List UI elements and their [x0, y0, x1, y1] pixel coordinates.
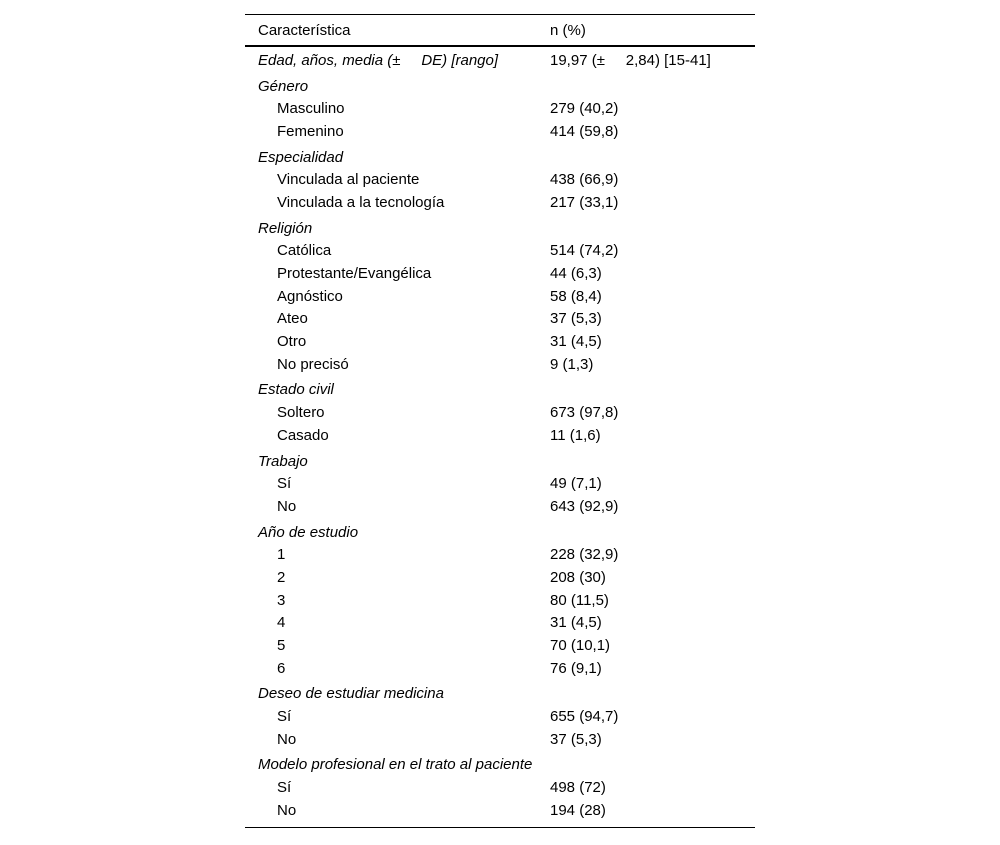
table-row	[245, 612, 755, 635]
table-row	[245, 589, 755, 612]
row-label: Modelo profesional en el trato al paciente	[258, 756, 533, 774]
row-label: Sí	[277, 708, 292, 726]
row-value: 279 (40,2)	[550, 100, 619, 118]
table-body	[245, 47, 755, 827]
table-row	[245, 495, 755, 518]
row-value: 9 (1,3)	[550, 355, 594, 373]
row-label: Agnóstico	[277, 287, 343, 305]
table-row	[245, 776, 755, 799]
row-value: 217 (33,1)	[550, 193, 619, 211]
table-row	[245, 754, 755, 777]
row-label: Vinculada a la tecnología	[277, 193, 445, 211]
row-label: 4	[277, 614, 286, 632]
table-row	[245, 521, 755, 544]
row-value: 228 (32,9)	[550, 546, 619, 564]
row-label: Protestante/Evangélica	[277, 265, 432, 283]
row-value: 37 (5,3)	[550, 310, 602, 328]
row-value: 49 (7,1)	[550, 475, 602, 493]
table-header-row	[245, 15, 755, 47]
row-label: Femenino	[277, 122, 344, 140]
row-value: 31 (4,5)	[550, 333, 602, 351]
row-label: Vinculada al paciente	[277, 171, 420, 189]
row-value: 194 (28)	[550, 801, 606, 819]
row-value: 414 (59,8)	[550, 122, 619, 140]
row-label: 6	[277, 659, 286, 677]
table-row	[245, 401, 755, 424]
table-row	[245, 97, 755, 120]
row-value: 19,97 (± 2,84) [15-41]	[550, 51, 711, 69]
table-row	[245, 566, 755, 589]
row-label: Edad, años, media (± DE) [rango]	[258, 51, 499, 69]
table-row	[245, 683, 755, 706]
table-row	[245, 75, 755, 98]
row-label: Otro	[277, 333, 307, 351]
table-row	[245, 191, 755, 214]
row-label: No	[277, 730, 297, 748]
row-label: 5	[277, 637, 286, 655]
table-row	[245, 657, 755, 680]
table-row	[245, 330, 755, 353]
table-row	[245, 217, 755, 240]
row-value: 70 (10,1)	[550, 637, 611, 655]
row-label: 2	[277, 568, 286, 586]
row-label: Especialidad	[258, 148, 344, 166]
row-value: 76 (9,1)	[550, 659, 602, 677]
table-row	[245, 146, 755, 169]
row-label: Estado civil	[258, 381, 334, 399]
row-value: 11 (1,6)	[550, 426, 601, 444]
row-value: 80 (11,5)	[550, 591, 609, 609]
row-label: No precisó	[277, 355, 349, 373]
row-label: 3	[277, 591, 286, 609]
row-label: Masculino	[277, 100, 345, 118]
row-value: 643 (92,9)	[550, 497, 619, 515]
col-header-n-percent: n (%)	[550, 21, 586, 39]
table-row	[245, 379, 755, 402]
row-label: No	[277, 497, 297, 515]
row-label: Deseo de estudiar medicina	[258, 685, 444, 703]
row-label: Católica	[277, 242, 332, 260]
table-row	[245, 705, 755, 728]
table-row	[245, 49, 755, 72]
table-row	[245, 634, 755, 657]
row-value: 655 (94,7)	[550, 708, 619, 726]
row-label: Año de estudio	[258, 523, 359, 541]
table-row	[245, 472, 755, 495]
table-row	[245, 450, 755, 473]
row-value: 498 (72)	[550, 779, 606, 797]
table-row	[245, 120, 755, 143]
table-row	[245, 424, 755, 447]
table-row	[245, 262, 755, 285]
row-value: 31 (4,5)	[550, 614, 602, 632]
row-value: 208 (30)	[550, 568, 606, 586]
row-value: 673 (97,8)	[550, 404, 619, 422]
row-value: 438 (66,9)	[550, 171, 619, 189]
row-value: 44 (6,3)	[550, 265, 602, 283]
row-label: Ateo	[277, 310, 308, 328]
table-row	[245, 240, 755, 263]
row-label: No	[277, 801, 297, 819]
table-row	[245, 168, 755, 191]
characteristics-table	[245, 14, 755, 828]
row-label: Sí	[277, 475, 292, 493]
row-value: 37 (5,3)	[550, 730, 602, 748]
row-label: Sí	[277, 779, 292, 797]
row-label: 1	[277, 546, 286, 564]
table-row	[245, 353, 755, 376]
table-row	[245, 728, 755, 751]
row-value: 58 (8,4)	[550, 287, 602, 305]
row-value: 514 (74,2)	[550, 242, 619, 260]
row-label: Soltero	[277, 404, 325, 422]
table-row	[245, 285, 755, 308]
table-row	[245, 543, 755, 566]
row-label: Género	[258, 77, 309, 95]
row-label: Casado	[277, 426, 329, 444]
row-label: Religión	[258, 219, 313, 237]
col-header-caracteristica: Característica	[258, 21, 351, 39]
row-label: Trabajo	[258, 452, 308, 470]
table-row	[245, 799, 755, 822]
table-row	[245, 308, 755, 331]
